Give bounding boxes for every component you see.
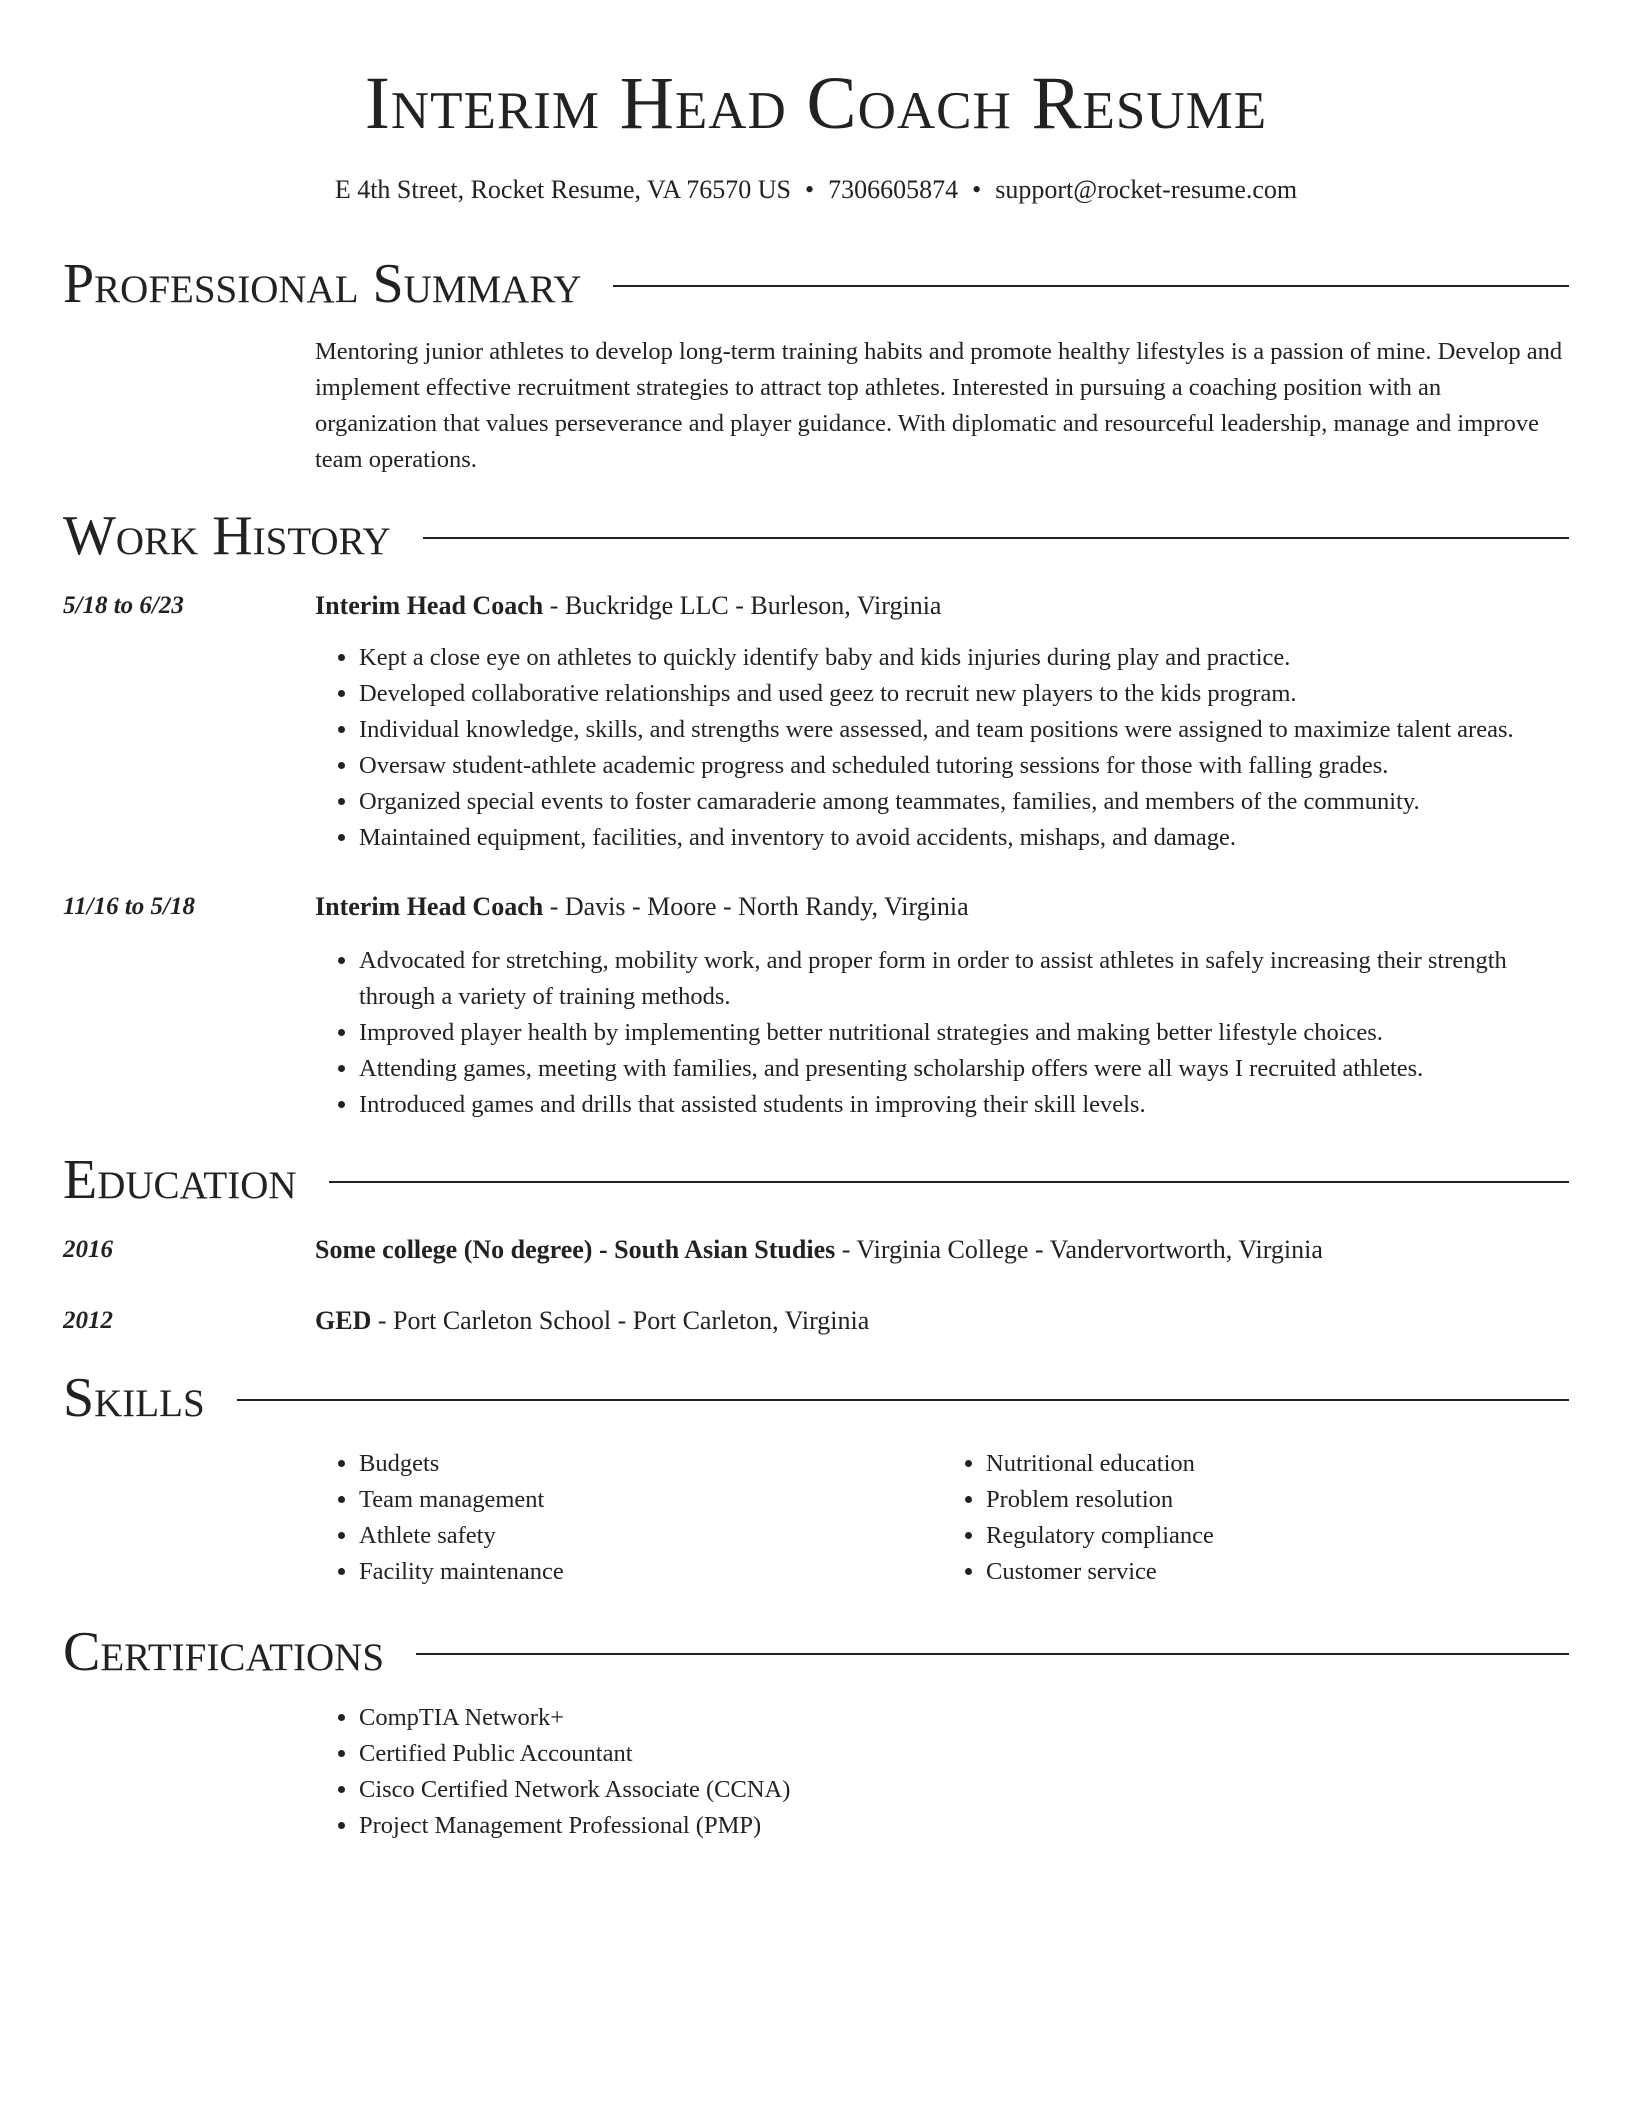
section-divider — [423, 537, 1569, 539]
job-title: Interim Head Coach — [315, 591, 544, 620]
list-item: • Regulatory compliance — [986, 1518, 1569, 1554]
list-item: • Budgets — [359, 1446, 942, 1482]
skills-list-right — [942, 1446, 1569, 1590]
contact-line — [0, 172, 1632, 208]
list-item: • Individual knowledge, skills, and strengths were assessed, and team positions were assigned to maximize talent areas. — [359, 712, 1569, 748]
contact-email: support@rocket-resume.com — [995, 175, 1298, 204]
certifications-heading: Certifications — [63, 1621, 385, 1683]
list-item: • Customer service — [986, 1554, 1569, 1590]
list-item: • Introduced games and drills that assisted students in improving their skill levels. — [359, 1087, 1569, 1123]
list-item: • CompTIA Network+ — [359, 1700, 1569, 1736]
resume-title: Interim Head Coach Resume — [364, 62, 1268, 145]
education-heading: Education — [63, 1149, 297, 1211]
list-item: • Nutritional education — [986, 1446, 1569, 1482]
list-item: • Cisco Certified Network Associate (CCNA) — [359, 1772, 1569, 1808]
section-divider — [613, 285, 1569, 287]
list-item: • Improved player health by implementing better nutritional strategies and making better lifestyle choices. — [359, 1015, 1569, 1051]
work-section-heading — [63, 504, 1569, 568]
summary-section-heading — [63, 252, 1569, 316]
education-year: 2016 — [63, 1236, 113, 1263]
education-details: - Port Carleton School - Port Carleton, Virginia — [371, 1306, 870, 1335]
section-divider — [416, 1653, 1569, 1655]
job-bullets — [315, 943, 1569, 1123]
list-item: • Developed collaborative relationships and used geez to recruit new players to the kids program. — [359, 676, 1569, 712]
education-section-heading — [63, 1148, 1569, 1212]
contact-separator: • — [805, 175, 815, 204]
list-item: • Facility maintenance — [359, 1554, 942, 1590]
list-item: • Kept a close eye on athletes to quickly identify baby and kids injuries during play and practice. — [359, 640, 1569, 676]
skills-list-left — [315, 1446, 942, 1590]
skills-heading: Skills — [63, 1367, 205, 1429]
education-degree: Some college (No degree) - South Asian Studies — [315, 1235, 836, 1264]
job-bullets — [315, 640, 1569, 856]
work-heading: Work History — [63, 505, 391, 567]
job-content — [315, 588, 1569, 856]
skills-columns — [315, 1446, 1569, 1590]
job-heading — [315, 889, 1569, 925]
summary-heading: Professional Summary — [63, 253, 582, 315]
contact-address: E 4th Street, Rocket Resume, VA 76570 US — [334, 175, 792, 204]
job-heading — [315, 588, 1569, 624]
summary-text: Mentoring junior athletes to develop long-term training habits and promote healthy lifestyles is a passion of mine. Develop and implement effective recruitment strategies to attract top athletes. Interested in pursuing a coaching position with an organization that values perseverance and player guidance. With diplomatic and resourceful leadership, manage and improve team operations. — [315, 338, 1563, 473]
education-degree: GED — [315, 1306, 372, 1335]
education-details: - Virginia College - Vandervortworth, Virginia — [835, 1235, 1323, 1264]
contact-separator: • — [972, 175, 982, 204]
job-details: - Davis - Moore - North Randy, Virginia — [543, 892, 969, 921]
job-title: Interim Head Coach — [315, 892, 544, 921]
list-item: • Advocated for stretching, mobility work, and proper form in order to assist athletes in safely increasing their strength through a variety of training methods. — [359, 943, 1569, 1015]
certifications-section-heading — [63, 1620, 1569, 1684]
list-item: • Maintained equipment, facilities, and inventory to avoid accidents, mishaps, and damage. — [359, 820, 1569, 856]
list-item: • Oversaw student-athlete academic progress and scheduled tutoring sessions for those with falling grades. — [359, 748, 1569, 784]
list-item: • Attending games, meeting with families, and presenting scholarship offers were all ways I recruited athletes. — [359, 1051, 1569, 1087]
section-divider — [329, 1181, 1569, 1183]
job-dates: 5/18 to 6/23 — [63, 592, 184, 619]
education-content — [315, 1232, 1569, 1268]
section-divider — [237, 1399, 1569, 1401]
list-item: • Team management — [359, 1482, 942, 1518]
job-details: - Buckridge LLC - Burleson, Virginia — [543, 591, 942, 620]
list-item: • Problem resolution — [986, 1482, 1569, 1518]
certifications-content — [315, 1700, 1569, 1844]
certifications-list — [315, 1700, 1569, 1844]
list-item: • Organized special events to foster camaraderie among teammates, families, and members of the community. — [359, 784, 1569, 820]
contact-phone: 7306605874 — [828, 175, 959, 204]
education-content — [315, 1303, 1569, 1339]
job-dates: 11/16 to 5/18 — [63, 893, 195, 920]
job-content — [315, 889, 1569, 1123]
education-year: 2012 — [63, 1307, 113, 1334]
list-item: • Certified Public Accountant — [359, 1736, 1569, 1772]
list-item: • Athlete safety — [359, 1518, 942, 1554]
list-item: • Project Management Professional (PMP) — [359, 1808, 1569, 1844]
skills-section-heading — [63, 1366, 1569, 1430]
